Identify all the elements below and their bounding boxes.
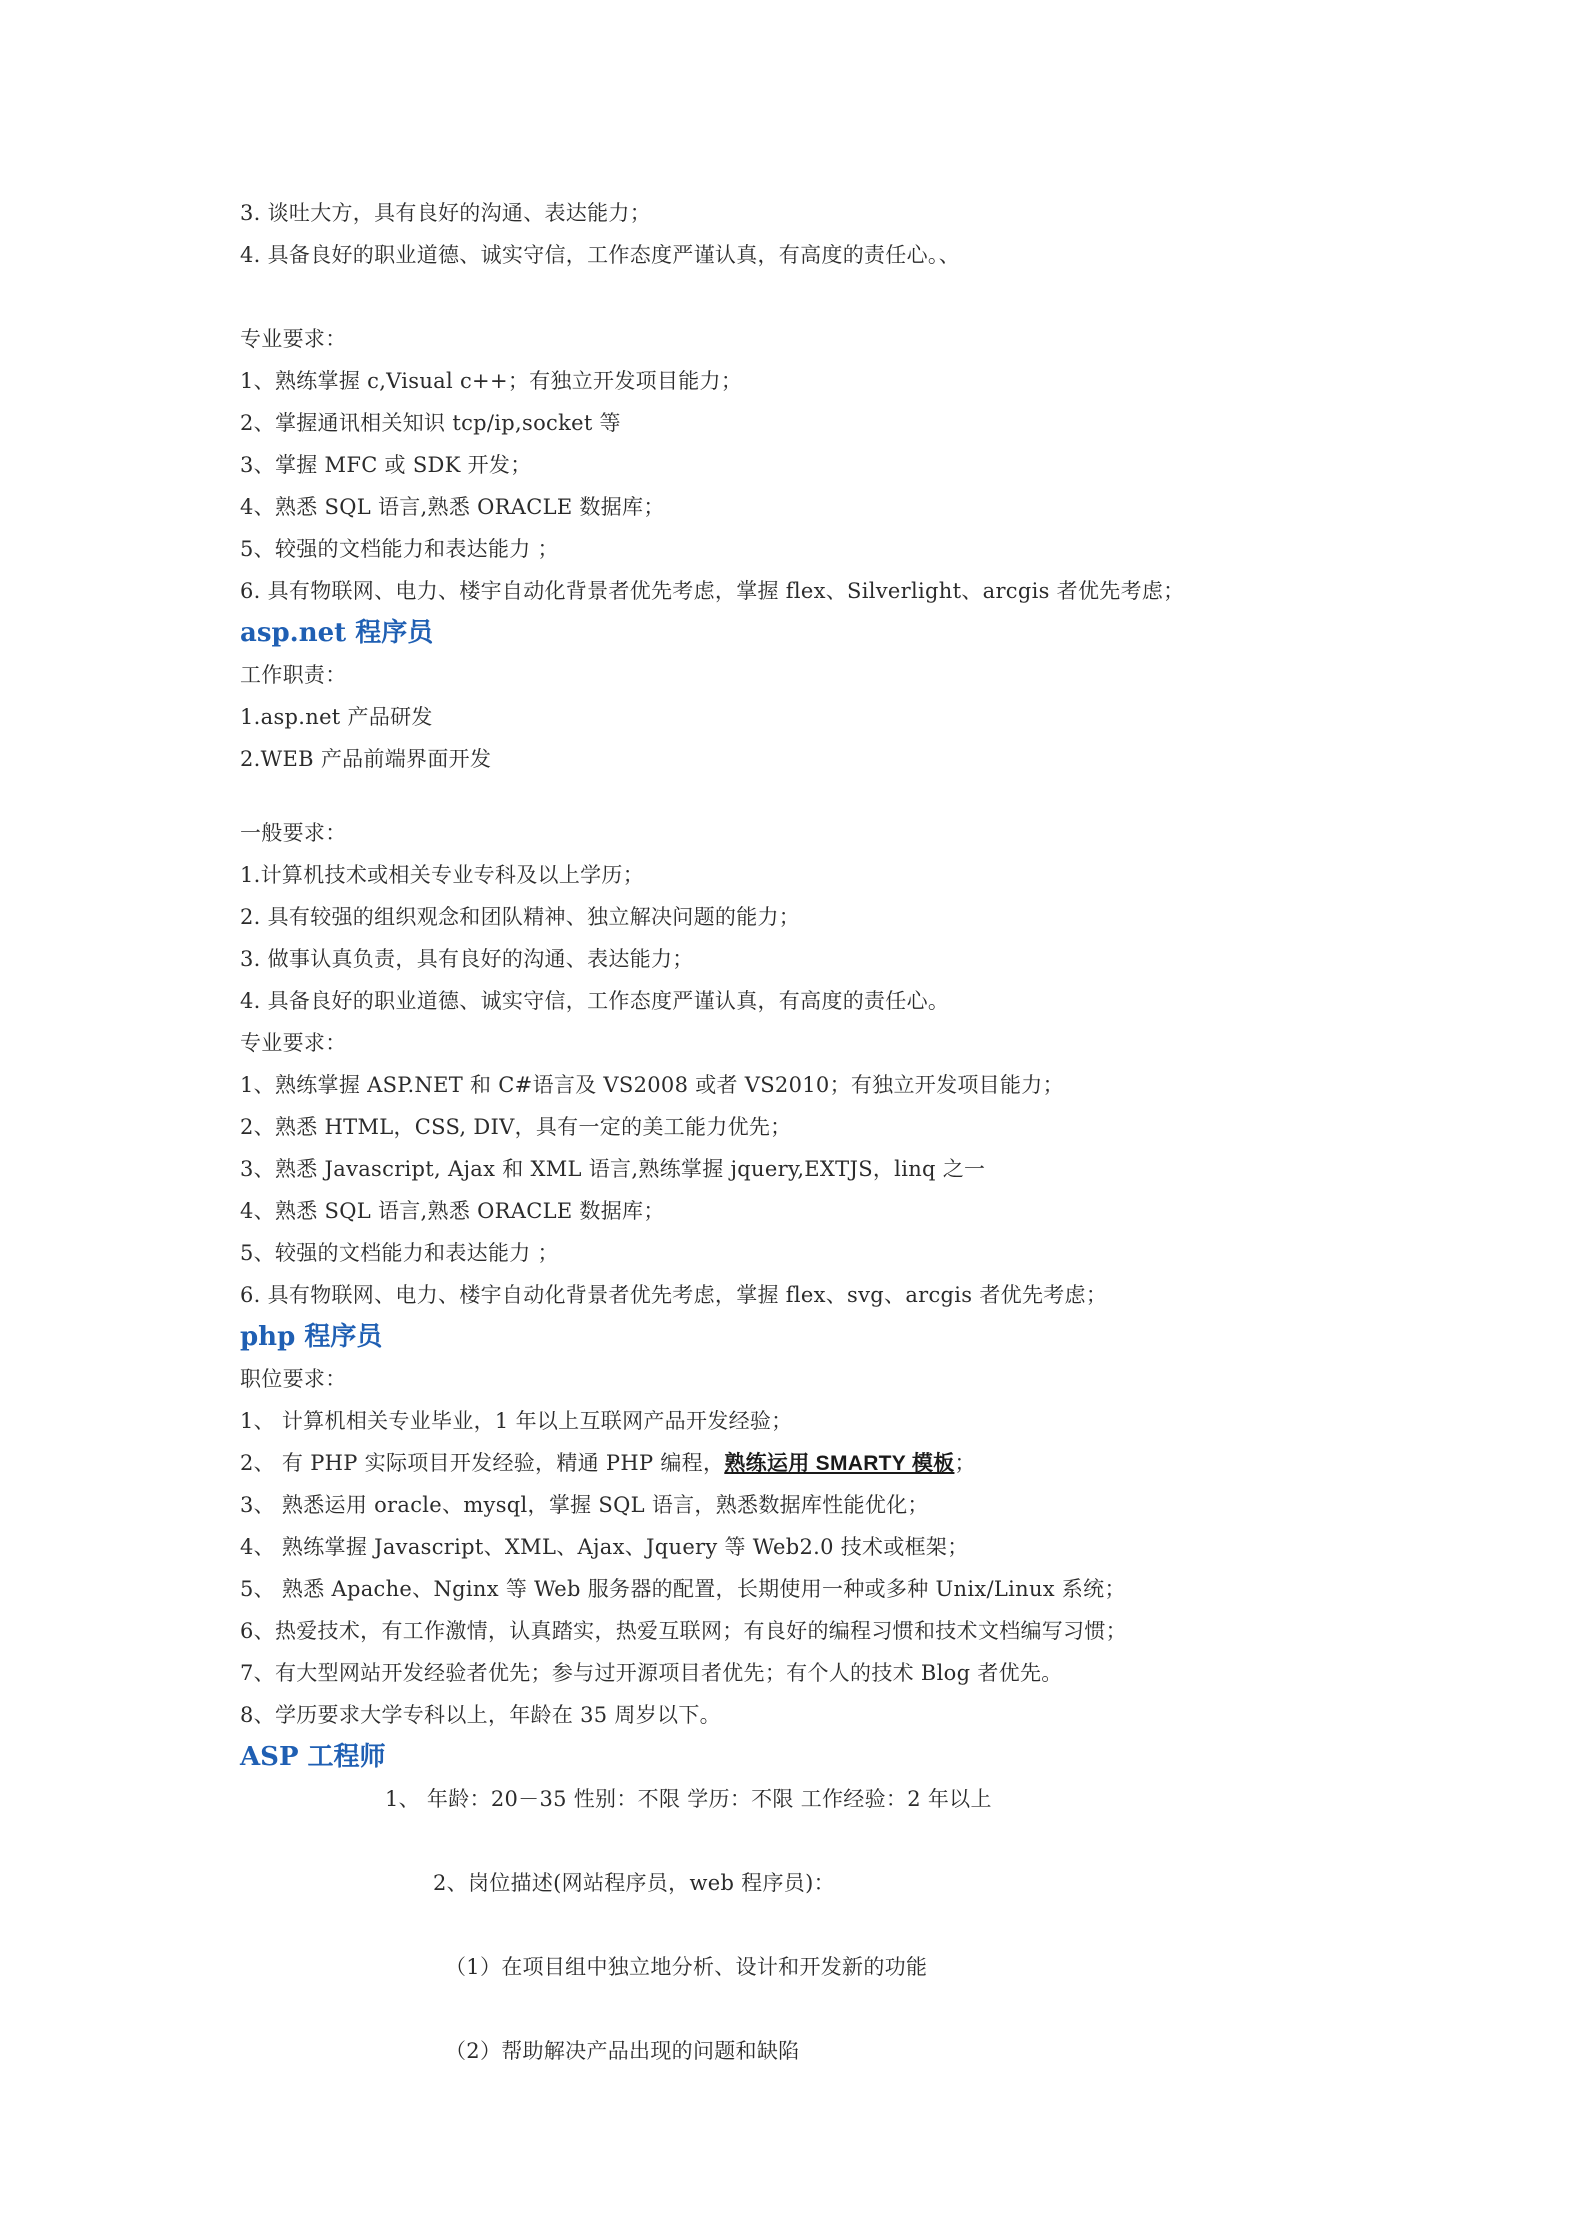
php-heading: php 程序员 (240, 1322, 383, 1352)
php-req-2-suffix: ； (954, 1451, 976, 1475)
aspnet-heading: asp.net 程序员 (240, 618, 434, 648)
aspnet-general-4: 4. 具备良好的职业道德、诚实守信，工作态度严谨认真，有高度的责任心。 (240, 989, 950, 1013)
intro-prof-title: 专业要求： (240, 327, 347, 351)
php-req-4: 4、 熟练掌握 Javascript、XML、Ajax、Jquery 等 Web2.0 技术或框架； (240, 1535, 969, 1559)
aspnet-prof-3: 3、熟悉 Javascript, Ajax 和 XML 语言,熟练掌握 jquery,EXTJS，linq 之一 (240, 1157, 986, 1181)
aspnet-prof-4: 4、熟悉 SQL 语言,熟悉 ORACLE 数据库； (240, 1199, 665, 1223)
asp-item-2: 2、岗位描述(网站程序员，web 程序员)： (433, 1871, 835, 1895)
aspnet-prof-2: 2、熟悉 HTML，CSS, DIV，具有一定的美工能力优先； (240, 1115, 792, 1139)
php-req-2-emphasis: 熟练运用 SMARTY 模板 (724, 1452, 955, 1475)
php-req-1: 1、 计算机相关专业毕业，1 年以上互联网产品开发经验； (240, 1409, 793, 1433)
aspnet-prof-5: 5、较强的文档能力和表达能力 ； (240, 1241, 559, 1265)
intro-req-3: 3. 谈吐大方，具有良好的沟通、表达能力； (240, 201, 652, 225)
asp-sub-1: （1）在项目组中独立地分析、设计和开发新的功能 (445, 1955, 928, 1979)
intro-prof-4: 4、熟悉 SQL 语言,熟悉 ORACLE 数据库； (240, 495, 665, 519)
asp-heading: ASP 工程师 (240, 1742, 386, 1772)
aspnet-duty-2: 2.WEB 产品前端界面开发 (240, 747, 492, 771)
php-req-6: 6、热爱技术，有工作激情，认真踏实，热爱互联网；有良好的编程习惯和技术文档编写习惯； (240, 1619, 1127, 1643)
asp-item-1: 1、 年龄：20－35 性别：不限 学历：不限 工作经验：2 年以上 (385, 1787, 992, 1811)
php-req-2 (240, 1448, 976, 1479)
aspnet-general-2: 2. 具有较强的组织观念和团队精神、独立解决问题的能力； (240, 905, 801, 929)
intro-prof-3: 3、掌握 MFC 或 SDK 开发； (240, 453, 532, 477)
aspnet-prof-6: 6. 具有物联网、电力、楼宇自动化背景者优先考虑，掌握 flex、svg、arcgis 者优先考虑； (240, 1283, 1108, 1307)
php-req-3: 3、 熟悉运用 oracle、mysql，掌握 SQL 语言，熟悉数据库性能优化； (240, 1493, 929, 1517)
aspnet-general-1: 1.计算机技术或相关专业专科及以上学历； (240, 863, 645, 887)
intro-prof-2: 2、掌握通讯相关知识 tcp/ip,socket 等 (240, 411, 621, 435)
php-req-7: 7、有大型网站开发经验者优先；参与过开源项目者优先；有个人的技术 Blog 者优先。 (240, 1661, 1063, 1685)
php-req-5: 5、 熟悉 Apache、Nginx 等 Web 服务器的配置，长期使用一种或多种 Unix/Linux 系统； (240, 1577, 1126, 1601)
aspnet-prof-1: 1、熟练掌握 ASP.NET 和 C#语言及 VS2008 或者 VS2010；有独立开发项目能力； (240, 1073, 1064, 1097)
php-req-2-prefix: 2、 有 PHP 实际项目开发经验，精通 PHP 编程， (240, 1451, 725, 1475)
aspnet-duty-title: 工作职责： (240, 663, 347, 687)
php-req-title: 职位要求： (240, 1367, 347, 1391)
intro-prof-6: 6. 具有物联网、电力、楼宇自动化背景者优先考虑，掌握 flex、Silverlight、arcgis 者优先考虑； (240, 579, 1185, 603)
intro-req-4: 4. 具备良好的职业道德、诚实守信，工作态度严谨认真，有高度的责任心。、 (240, 243, 961, 267)
aspnet-general-3: 3. 做事认真负责，具有良好的沟通、表达能力； (240, 947, 694, 971)
asp-sub-2: （2）帮助解决产品出现的问题和缺陷 (445, 2039, 800, 2063)
php-req-8: 8、学历要求大学专科以上，年龄在 35 周岁以下。 (240, 1703, 721, 1727)
aspnet-prof-title: 专业要求： (240, 1031, 347, 1055)
intro-prof-5: 5、较强的文档能力和表达能力 ； (240, 537, 559, 561)
aspnet-general-title: 一般要求： (240, 821, 347, 845)
aspnet-duty-1: 1.asp.net 产品研发 (240, 705, 433, 729)
intro-prof-1: 1、熟练掌握 c,Visual c++；有独立开发项目能力； (240, 369, 743, 393)
